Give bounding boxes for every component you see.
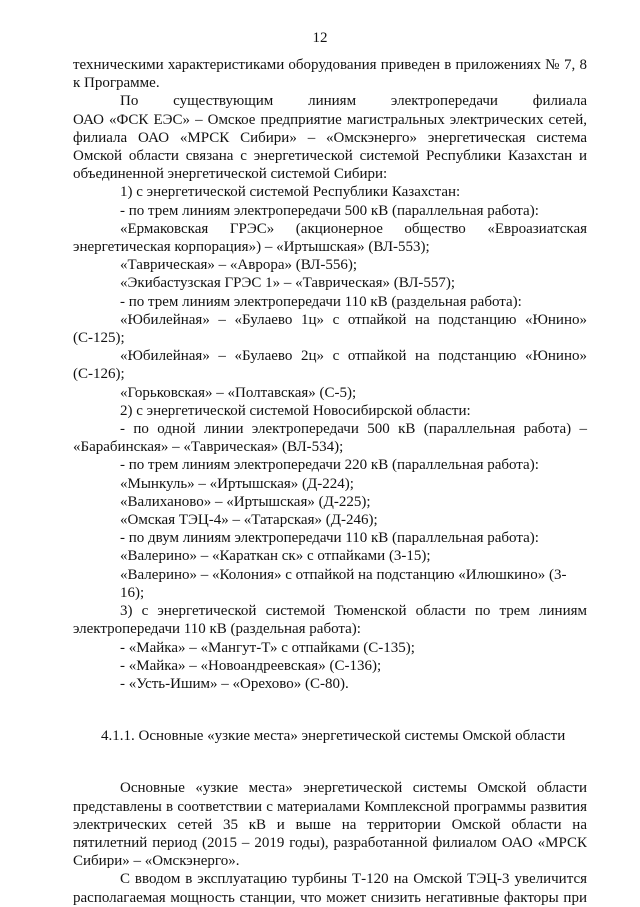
list-item: «Экибастузская ГРЭС 1» – «Таврическая» (ВЛ-557); bbox=[120, 275, 456, 292]
list-item: - по трем линиям электропередачи 110 кВ (раздельная работа): bbox=[120, 293, 522, 310]
list-item: «Таврическая» – «Аврора» (ВЛ-556); bbox=[120, 257, 357, 274]
list-item: - по одной линии электропередачи 500 кВ (параллельная работа) – bbox=[120, 421, 587, 438]
list-item: - по двум линиям электропередачи 110 кВ (параллельная работа): bbox=[120, 530, 539, 547]
text-line: Омской области связана с энергетической системой Республики Казахстан и bbox=[73, 148, 587, 165]
list-item: «Юбилейная» – «Булаево 1ц» с отпайкой на подстанцию «Юнино» bbox=[120, 311, 587, 328]
text-line: электрических сетей 35 кВ и выше на территории Омской области на bbox=[73, 816, 587, 833]
list-item: - «Усть-Ишим» – «Орехово» (С-80). bbox=[120, 675, 349, 692]
list-item: (С-125); bbox=[73, 330, 125, 347]
list-item: (С-126); bbox=[73, 366, 125, 383]
list-item: «Барабинская» – «Таврическая» (ВЛ-534); bbox=[73, 439, 344, 456]
list-item: «Валерино» – «Караткан ск» с отпайками (3-15); bbox=[120, 548, 431, 565]
list-item: 1) с энергетической системой Республики Казахстан: bbox=[120, 184, 461, 201]
text-line: техническими характеристиками оборудования приведен в приложениях № 7, 8 bbox=[73, 57, 587, 73]
list-item: - по трем линиям электропередачи 500 кВ (параллельная работа): bbox=[120, 202, 539, 219]
list-item: «Горьковская» – «Полтавская» (С-5); bbox=[120, 384, 357, 401]
page-number: 12 bbox=[312, 30, 328, 46]
list-item: «Омская ТЭЦ-4» – «Татарская» (Д-246); bbox=[120, 512, 378, 529]
list-item: электропередачи 110 кВ (раздельная работа): bbox=[73, 621, 361, 638]
document-body bbox=[73, 56, 587, 907]
list-item: энергетическая корпорация») – «Иртышская» (ВЛ-553); bbox=[73, 239, 430, 256]
text-line: ОАО «ФСК ЕЭС» – Омское предприятие магистральных электрических сетей, bbox=[73, 111, 587, 128]
list-item: - по трем линиям электропередачи 220 кВ (параллельная работа): bbox=[120, 457, 539, 474]
list-item: - «Майка» – «Новоандреевская» (С-136); bbox=[120, 657, 382, 674]
list-item: - «Майка» – «Мангут-Т» с отпайками (С-135); bbox=[120, 639, 415, 656]
section-heading: 4.1.1. Основные «узкие места» энергетической системы Омской области bbox=[101, 728, 566, 745]
text-line: По существующим линиям электропередачи филиала bbox=[120, 93, 587, 110]
list-item: «Ермаковская ГРЭС» (акционерное общество «Евроазиатская bbox=[120, 220, 587, 237]
text-line: С вводом в эксплуатацию турбины Т-120 на Омской ТЭЦ-3 увеличится bbox=[120, 871, 587, 888]
text-line: представлены в соответствии с материалами Комплексной программы развития bbox=[73, 798, 587, 815]
list-item: 2) с энергетической системой Новосибирской области: bbox=[120, 402, 471, 419]
list-item: «Юбилейная» – «Булаево 2ц» с отпайкой на подстанцию «Юнино» bbox=[120, 348, 587, 365]
list-item: «Валиханово» – «Иртышская» (Д-225); bbox=[120, 493, 371, 510]
text-line: располагаемая мощность станции, что может снизить негативные факторы при bbox=[73, 889, 587, 906]
text-line: филиала ОАО «МРСК Сибири» – «Омскэнерго» энергетическая система bbox=[73, 129, 587, 146]
list-item: 3) с энергетической системой Тюменской области по трем линиям bbox=[120, 603, 587, 620]
text-line: пятилетний период (2015 – 2019 годы), разработанной филиалом ОАО «МРСК bbox=[73, 834, 587, 851]
list-item: «Мынкуль» – «Иртышская» (Д-224); bbox=[120, 475, 354, 492]
text-line: Основные «узкие места» энергетической системы Омской области bbox=[120, 780, 587, 797]
text-line: Сибири» – «Омскэнерго». bbox=[73, 853, 240, 870]
text-line: к Программе. bbox=[73, 75, 160, 92]
list-item: «Валерино» – «Колония» с отпайкой на подстанцию «Илюшкино» (3-16); bbox=[120, 566, 567, 601]
text-line: объединенной энергетической системой Сибири: bbox=[73, 166, 388, 183]
